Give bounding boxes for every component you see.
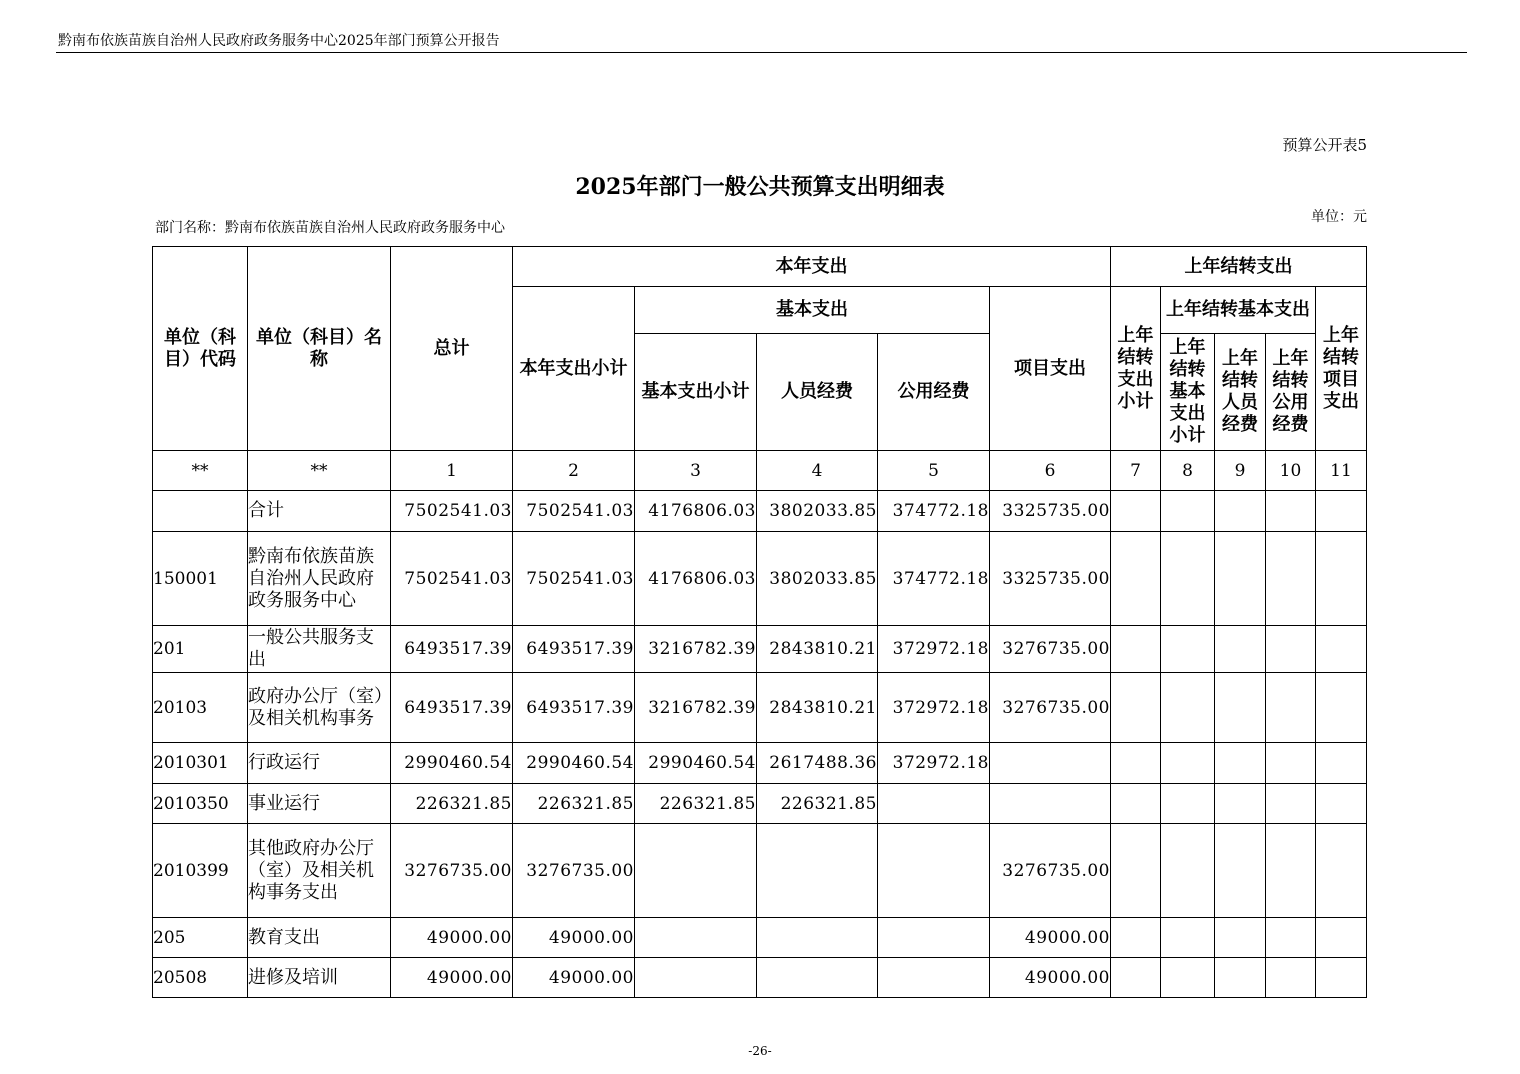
row-basic-subtotal: 3216782.39	[635, 626, 757, 673]
row-prev-project	[1316, 918, 1367, 958]
row-public	[878, 918, 990, 958]
header-prev-project: 上年结转项目支出	[1316, 287, 1367, 451]
row-name: 黔南布依族苗族自治州人民政府政务服务中心	[248, 532, 391, 626]
row-subtotal: 7502541.03	[513, 491, 635, 532]
row-prev-personnel	[1215, 824, 1266, 918]
table-row-total	[153, 491, 1367, 532]
row-total: 7502541.03	[391, 491, 513, 532]
row-name: 进修及培训	[248, 958, 391, 998]
row-prev-public	[1266, 532, 1316, 626]
row-prev-public	[1266, 784, 1316, 824]
row-personnel	[757, 918, 878, 958]
row-code: 2010350	[153, 784, 248, 824]
row-project: 49000.00	[990, 958, 1111, 998]
table-row	[153, 918, 1367, 958]
row-prev-public	[1266, 743, 1316, 784]
row-prev-project	[1316, 784, 1367, 824]
form-number: 预算公开表5	[1282, 136, 1367, 154]
unit-label: 单位：元	[1311, 209, 1367, 225]
row-prev-basic-subtotal	[1161, 673, 1215, 743]
row-project: 3276735.00	[990, 824, 1111, 918]
header-prev-public: 上年结转公用经费	[1266, 334, 1316, 451]
index-cell: 6	[990, 451, 1111, 491]
row-prev-basic-subtotal	[1161, 491, 1215, 532]
row-code: 20103	[153, 673, 248, 743]
row-public	[878, 784, 990, 824]
header-prev-personnel: 上年结转人员经费	[1215, 334, 1266, 451]
row-project: 3325735.00	[990, 491, 1111, 532]
header-prev-year: 上年结转支出	[1111, 247, 1367, 287]
table-row	[153, 532, 1367, 626]
row-prev-project	[1316, 824, 1367, 918]
row-personnel: 2843810.21	[757, 673, 878, 743]
index-cell: **	[248, 451, 391, 491]
row-project	[990, 784, 1111, 824]
index-cell: 8	[1161, 451, 1215, 491]
index-cell: 11	[1316, 451, 1367, 491]
row-prev-subtotal	[1111, 532, 1161, 626]
row-prev-public	[1266, 673, 1316, 743]
row-basic-subtotal	[635, 824, 757, 918]
header-basic: 基本支出	[635, 287, 990, 334]
document-header: 黔南布依族苗族自治州人民政府政务服务中心2025年部门预算公开报告	[58, 33, 500, 49]
row-code	[153, 491, 248, 532]
row-prev-basic-subtotal	[1161, 958, 1215, 998]
header-rule	[56, 52, 1467, 53]
row-prev-subtotal	[1111, 743, 1161, 784]
row-prev-subtotal	[1111, 918, 1161, 958]
row-prev-basic-subtotal	[1161, 743, 1215, 784]
header-current-subtotal: 本年支出小计	[513, 287, 635, 451]
row-basic-subtotal: 4176806.03	[635, 532, 757, 626]
row-subtotal: 49000.00	[513, 958, 635, 998]
index-cell: 4	[757, 451, 878, 491]
table-row	[153, 673, 1367, 743]
row-public: 374772.18	[878, 491, 990, 532]
header-public: 公用经费	[878, 334, 990, 451]
row-public	[878, 958, 990, 998]
row-prev-personnel	[1215, 673, 1266, 743]
row-personnel	[757, 958, 878, 998]
row-subtotal: 6493517.39	[513, 626, 635, 673]
row-prev-public	[1266, 958, 1316, 998]
row-public: 372972.18	[878, 626, 990, 673]
index-cell: 7	[1111, 451, 1161, 491]
row-basic-subtotal	[635, 958, 757, 998]
header-prev-basic: 上年结转基本支出	[1161, 287, 1316, 334]
row-code: 2010399	[153, 824, 248, 918]
index-cell: 9	[1215, 451, 1266, 491]
row-basic-subtotal: 226321.85	[635, 784, 757, 824]
row-prev-subtotal	[1111, 958, 1161, 998]
row-personnel: 226321.85	[757, 784, 878, 824]
row-personnel	[757, 824, 878, 918]
row-project: 3276735.00	[990, 626, 1111, 673]
row-basic-subtotal: 2990460.54	[635, 743, 757, 784]
page-number: -26-	[748, 1044, 772, 1058]
row-prev-basic-subtotal	[1161, 824, 1215, 918]
row-subtotal: 6493517.39	[513, 673, 635, 743]
row-personnel: 2617488.36	[757, 743, 878, 784]
row-personnel: 3802033.85	[757, 491, 878, 532]
header-personnel: 人员经费	[757, 334, 878, 451]
row-prev-basic-subtotal	[1161, 532, 1215, 626]
header-project: 项目支出	[990, 287, 1111, 451]
row-prev-project	[1316, 491, 1367, 532]
row-prev-subtotal	[1111, 784, 1161, 824]
row-total: 226321.85	[391, 784, 513, 824]
header-prev-basic-subtotal: 上年结转基本支出小计	[1161, 334, 1215, 451]
index-cell: 3	[635, 451, 757, 491]
row-basic-subtotal: 4176806.03	[635, 491, 757, 532]
row-project	[990, 743, 1111, 784]
row-subtotal: 226321.85	[513, 784, 635, 824]
row-basic-subtotal	[635, 918, 757, 958]
row-name: 教育支出	[248, 918, 391, 958]
row-prev-personnel	[1215, 958, 1266, 998]
index-cell: 5	[878, 451, 990, 491]
index-cell: 10	[1266, 451, 1316, 491]
row-basic-subtotal: 3216782.39	[635, 673, 757, 743]
budget-table	[152, 246, 1367, 998]
row-project: 49000.00	[990, 918, 1111, 958]
header-code: 单位（科目）代码	[153, 247, 248, 451]
row-prev-public	[1266, 918, 1316, 958]
table-row	[153, 743, 1367, 784]
row-personnel: 2843810.21	[757, 626, 878, 673]
row-public: 374772.18	[878, 532, 990, 626]
row-prev-public	[1266, 626, 1316, 673]
row-prev-subtotal	[1111, 673, 1161, 743]
row-prev-project	[1316, 532, 1367, 626]
table-row	[153, 824, 1367, 918]
row-name: 政府办公厅（室）及相关机构事务	[248, 673, 391, 743]
row-prev-project	[1316, 673, 1367, 743]
row-name: 事业运行	[248, 784, 391, 824]
row-prev-basic-subtotal	[1161, 784, 1215, 824]
row-prev-public	[1266, 491, 1316, 532]
department-name: 部门名称：黔南布依族苗族自治州人民政府政务服务中心	[155, 220, 505, 236]
row-prev-subtotal	[1111, 824, 1161, 918]
row-public: 372972.18	[878, 743, 990, 784]
row-prev-public	[1266, 824, 1316, 918]
row-total: 3276735.00	[391, 824, 513, 918]
row-code: 2010301	[153, 743, 248, 784]
header-name: 单位（科目）名称	[248, 247, 391, 451]
row-total: 6493517.39	[391, 626, 513, 673]
row-prev-personnel	[1215, 491, 1266, 532]
header-prev-subtotal: 上年结转支出小计	[1111, 287, 1161, 451]
row-subtotal: 2990460.54	[513, 743, 635, 784]
row-prev-project	[1316, 958, 1367, 998]
row-prev-personnel	[1215, 784, 1266, 824]
row-code: 150001	[153, 532, 248, 626]
row-code: 201	[153, 626, 248, 673]
row-total: 49000.00	[391, 958, 513, 998]
row-name: 合计	[248, 491, 391, 532]
header-total: 总计	[391, 247, 513, 451]
row-public: 372972.18	[878, 673, 990, 743]
row-project: 3276735.00	[990, 673, 1111, 743]
row-code: 20508	[153, 958, 248, 998]
row-subtotal: 3276735.00	[513, 824, 635, 918]
row-prev-basic-subtotal	[1161, 626, 1215, 673]
row-prev-personnel	[1215, 743, 1266, 784]
row-code: 205	[153, 918, 248, 958]
row-prev-basic-subtotal	[1161, 918, 1215, 958]
row-subtotal: 7502541.03	[513, 532, 635, 626]
row-total: 2990460.54	[391, 743, 513, 784]
table-row	[153, 784, 1367, 824]
row-prev-project	[1316, 626, 1367, 673]
row-total: 6493517.39	[391, 673, 513, 743]
index-cell: 2	[513, 451, 635, 491]
row-total: 49000.00	[391, 918, 513, 958]
row-prev-personnel	[1215, 918, 1266, 958]
row-public	[878, 824, 990, 918]
index-cell: **	[153, 451, 248, 491]
page-title: 2025年部门一般公共预算支出明细表	[575, 174, 945, 200]
header-current-year: 本年支出	[513, 247, 1111, 287]
row-prev-project	[1316, 743, 1367, 784]
row-subtotal: 49000.00	[513, 918, 635, 958]
row-total: 7502541.03	[391, 532, 513, 626]
index-cell: 1	[391, 451, 513, 491]
row-name: 其他政府办公厅（室）及相关机构事务支出	[248, 824, 391, 918]
header-basic-subtotal: 基本支出小计	[635, 334, 757, 451]
table-row	[153, 626, 1367, 673]
row-prev-subtotal	[1111, 491, 1161, 532]
row-prev-personnel	[1215, 532, 1266, 626]
row-prev-personnel	[1215, 626, 1266, 673]
index-row	[153, 451, 1367, 491]
row-name: 一般公共服务支出	[248, 626, 391, 673]
row-personnel: 3802033.85	[757, 532, 878, 626]
row-name: 行政运行	[248, 743, 391, 784]
row-prev-subtotal	[1111, 626, 1161, 673]
table-row	[153, 958, 1367, 998]
row-project: 3325735.00	[990, 532, 1111, 626]
